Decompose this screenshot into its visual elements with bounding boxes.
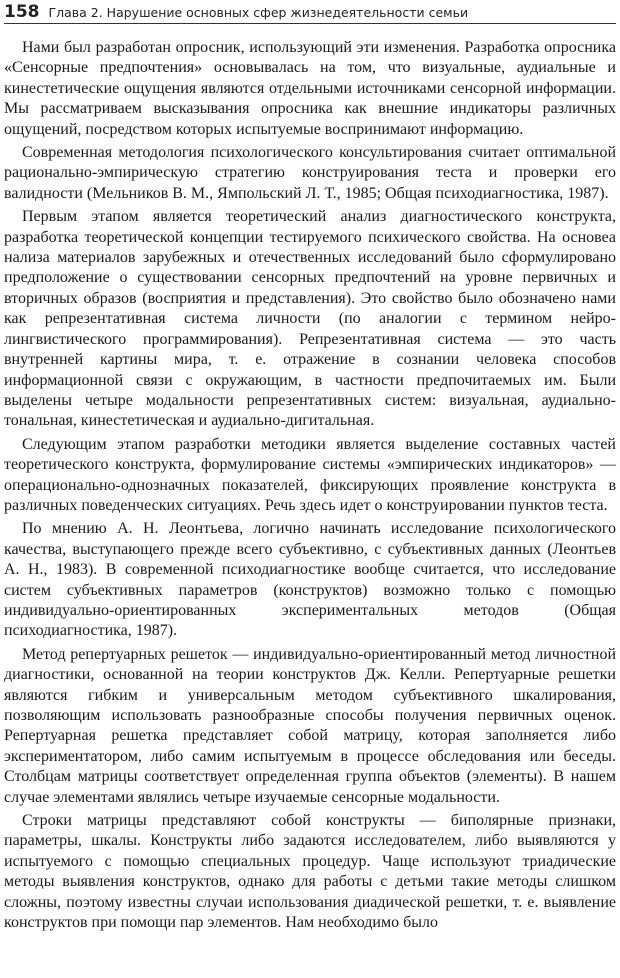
paragraph: По мнению А. Н. Леонтьева, логично начинать исследование психологического качества, выступающего прежде всего субъективно, с субъективных данных (Леонтьев А. Н., 1983). В современной психодиагностике вообще считается, что исследование систем субъективных параметров (конструктов) возможно только с помощью индивидуально-ориентированных экспериментальных методов (Общая психодиагностика, 1987).	[4, 520, 616, 640]
paragraph: Первым этапом является теоретический анализ диагностического конструкта, разработка теоретической концепции тестируемого психического свойства. На основеа нализа материалов зарубежных и отечественных исследований было сформулировано предположение о существовании сенсорных предпочтений на уровне первичных и вторичных образов (восприятия и представления). Это свойство было обозначено нами как репрезентативная система личности (по аналогии с термином нейро-лингвистического программирования). Репрезентативная система — это часть внутренней картины мира, т. е. отражение в сознании человека способов информационной связи с окружающим, в частности предпочитаемых им. Были выделены четыре модальности репрезентативных систем: визуальная, аудиально-тональная, кинестетическая и аудиально-дигитальная.	[4, 208, 616, 430]
chapter-title: Глава 2. Нарушение основных сфер жизнедеятельности семьи	[48, 5, 469, 20]
paragraph: Строки матрицы представляют собой конструкты — биполярные признаки, параметры, шкалы. Конструкты либо задаются исследователем, либо выявляются у испытуемого с помощью специальных процедур. Чаще используют триадические методы выявления конструктов, однако для работы с детьми такие методы слишком сложны, поэтому известны случаи использования диадической решетки, т. е. выявление конструктов при помощи пар элементов. Нам необходимо было	[4, 812, 616, 932]
paragraph: Следующим этапом разработки методики является выделение составных частей теоретического конструкта, формулирование системы «эмпирических индикаторов» — операционально-однозначных показателей, фиксирующих проявление конструкта в различных поведенческих ситуациях. Речь здесь идет о конструировании пунктов теста.	[4, 435, 616, 514]
running-head	[4, 0, 616, 24]
body-text	[4, 38, 616, 933]
paragraph: Современная методология психологического консультирования считает оптимальной рационально-эмпирическую стратегию конструирования теста и проверки его валидности (Мельников В. М., Ямпольский Л. Т., 1985; Общая психодиагностика, 1987).	[4, 144, 616, 202]
page-number: 158	[4, 2, 40, 22]
paragraph: Нами был разработан опросник, использующий эти изменения. Разработка опросника «Сенсорные предпочтения» основывалась на том, что визуальные, аудиальные и кинестетические ощущения являются отдельными источниками сенсорной информации. Мы рассматриваем высказывания опросника как внешние индикаторы различных ощущений, посредством которых испытуемые воспринимают информацию.	[4, 39, 616, 138]
paragraph: Метод репертуарных решеток — индивидуально-ориентированный метод личностной диагностики, основанной на теории конструктов Дж. Келли. Репертуарные решетки являются гибким и универсальным методом субъективного шкалирования, позволяющим использовать разнообразные способы получения первичных оценок. Репертуарная решетка представляет собой матрицу, которая заполняется либо экспериментатором, либо самим испытуемым в процессе обследования или беседы. Столбцам матрицы соответствует определенная группа объектов (элементы). В нашем случае элементами являлись четыре изучаемые сенсорные модальности.	[4, 645, 616, 806]
